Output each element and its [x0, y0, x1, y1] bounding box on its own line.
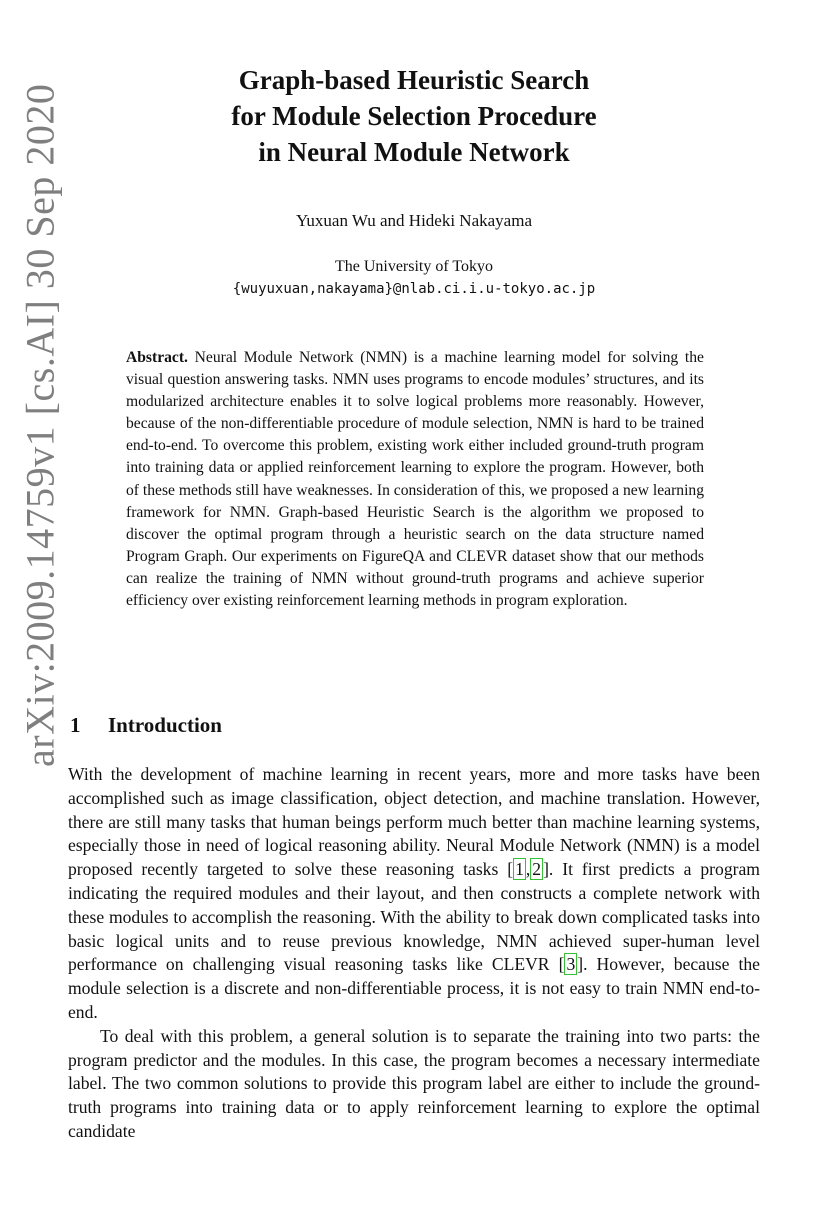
paragraph-1	[68, 763, 760, 1025]
arxiv-identifier-stamp: arXiv:2009.14759v1 [cs.AI] 30 Sep 2020	[17, 83, 63, 767]
citation-link-1[interactable]: 1	[515, 859, 524, 880]
abstract-text: Neural Module Network (NMN) is a machine learning model for solving the visual question answering tasks. NMN uses programs to encode modules’ structures, and its modularized architecture enables it to solve logical problems more reasonably. However, because of the non-differentiable procedure of module selection, NMN is hard to be trained end-to-end. To overcome this problem, existing work either included ground-truth program into training data or applied reinforcement learning to explore the program. However, both of these methods still have weaknesses. In consideration of this, we proposed a new learning framework for NMN. Graph-based Heuristic Search is the algorithm we proposed to discover the optimal program through a heuristic search on the data structure named Program Graph. Our experiments on FigureQA and CLEVR dataset show that our methods can realize the training of NMN without ground-truth programs and achieve superior efficiency over existing reinforcement learning methods in program exploration.	[126, 349, 704, 610]
title-line-1: Graph-based Heuristic Search	[238, 65, 590, 95]
paragraph-1-text-a: With the development of machine learning in recent years, more and more tasks have been accomplished such as image classification, object detection, and machine translation. However, there are still many tasks that human beings perform much better than machine learning systems, especially those in need of logical reasoning ability. Neural Module Network (NMN) is a model proposed recently targeted to solve these reasoning tasks [	[68, 764, 760, 880]
title-line-2: for Module Selection Procedure	[231, 101, 597, 131]
paragraph-1-text-c: ]. However, because the module selection is a discrete and non-differentiable process, it is not easy to train NMN end-to-end.	[68, 954, 760, 1022]
author-email: {wuyuxuan,nakayama}@nlab.ci.i.u-tokyo.ac.jp	[232, 281, 596, 297]
abstract-label: Abstract.	[126, 349, 188, 366]
section-number: 1	[70, 713, 81, 737]
affiliation: The University of Tokyo	[334, 258, 494, 275]
affiliation-block	[0, 256, 828, 300]
citation-link-2[interactable]: 2	[532, 859, 542, 880]
paper-title	[130, 62, 698, 170]
paragraph-1-text-b: ]. It first predicts a program indicating the required modules and their layout, and then constructs a complete network with these modules to accomplish the reasoning. With the ability to break down complicated tasks into basic logical units and to reuse previous knowledge, NMN achieved super-human level performance on challenging visual reasoning tasks like CLEVR [	[68, 859, 760, 975]
citation-separator: ,	[525, 859, 531, 880]
title-line-3: in Neural Module Network	[258, 137, 570, 167]
author-list: Yuxuan Wu and Hideki Nakayama	[296, 211, 532, 230]
abstract	[126, 347, 704, 612]
introduction-body	[68, 763, 760, 1144]
section-heading	[70, 713, 222, 738]
section-title: Introduction	[108, 713, 222, 737]
paragraph-2: To deal with this problem, a general solution is to separate the training into two parts: the program predictor and the modules. In this case, the program becomes a necessary intermediate label. The two common solutions to provide this program label are either to include the ground-truth programs into training data or to apply reinforcement learning to explore the optimal candidate	[68, 1025, 760, 1141]
citation-link-3[interactable]: 3	[566, 954, 576, 975]
